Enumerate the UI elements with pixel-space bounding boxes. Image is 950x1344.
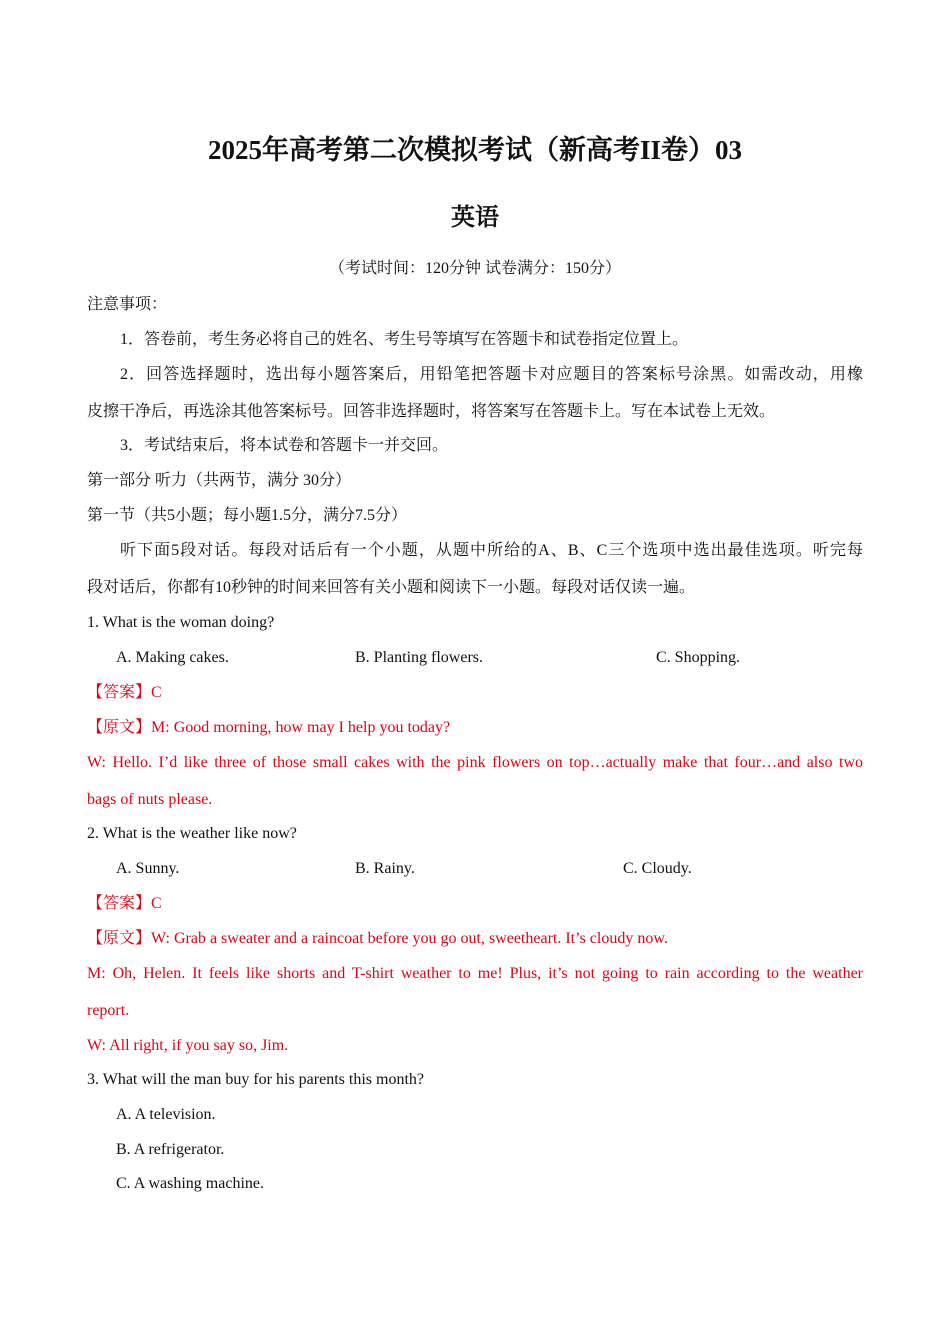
question-2-option-a: A. Sunny. [116, 860, 180, 877]
transcript-text: W: Grab a sweater and a raincoat before you go out, sweetheart. It’s cloudy now. [151, 930, 668, 947]
question-3-stem: 3. What will the man buy for his parents this month? [87, 1071, 424, 1088]
question-2-option-b: B. Rainy. [355, 860, 415, 877]
notice-item-3: 3．考试结束后，将本试卷和答题卡一并交回。 [120, 437, 449, 454]
answer-label: 【答案】 [87, 684, 152, 701]
question-2-transcript-line-3: report. [87, 1002, 130, 1019]
question-1-transcript-line-1 [87, 718, 450, 738]
subject-title: 英语 [451, 205, 499, 231]
transcript-label: 【原文】 [87, 930, 152, 947]
section1-heading: 第一节（共5小题；每小题1.5分，满分7.5分） [87, 507, 408, 524]
notice-item-1: 1．答卷前，考生务必将自己的姓名、考生号等填写在答题卡和试卷指定位置上。 [120, 331, 689, 348]
instructions-text: 听下面5段对话。每段对话后有一个小题，从题中所给的A、B、C三个选项中选出最佳选项。听完每 [120, 542, 863, 559]
transcript-label: 【原文】 [87, 719, 152, 736]
question-1-stem: 1. What is the woman doing? [87, 614, 275, 631]
part1-heading: 第一部分 听力（共两节，满分 30分） [87, 472, 352, 489]
question-3-option-a: A. A television. [116, 1106, 216, 1123]
notice-heading: 注意事项： [87, 296, 168, 313]
instructions-line-1 [87, 541, 863, 561]
transcript-text: M: Good morning, how may I help you today? [151, 719, 451, 736]
question-1-transcript-line-2: W: Hello. I’d like three of those small cakes with the pink flowers on top…actually make that four…and also two [87, 754, 863, 771]
question-2-transcript-line-2: M: Oh, Helen. It feels like shorts and T-shirt weather to me! Plus, it’s not going to rain according to the weather [87, 965, 863, 982]
question-2-option-c: C. Cloudy. [623, 860, 692, 877]
answer-value: C [151, 684, 162, 701]
question-2-transcript-line-4: W: All right, if you say so, Jim. [87, 1037, 289, 1054]
notice-item-2-line-2: 皮擦干净后，再选涂其他答案标号。回答非选择题时，将答案写在答题卡上。写在本试卷上无效。 [87, 403, 776, 420]
question-1-option-c: C. Shopping. [656, 649, 741, 666]
question-3-option-b: B. A refrigerator. [116, 1141, 225, 1158]
question-1-option-a: A. Making cakes. [116, 649, 229, 666]
answer-value: C [151, 895, 162, 912]
notice-item-2-text: 2．回答选择题时，选出每小题答案后，用铅笔把答题卡对应题目的答案标号涂黑。如需改动，用橡 [120, 366, 863, 383]
question-2-answer [87, 894, 162, 914]
question-3-option-c: C. A washing machine. [116, 1175, 264, 1192]
question-2-stem: 2. What is the weather like now? [87, 825, 297, 842]
question-1-option-b: B. Planting flowers. [355, 649, 483, 666]
exam-info: （考试时间：120分钟 试卷满分：150分） [328, 260, 621, 277]
answer-label: 【答案】 [87, 895, 152, 912]
instructions-line-2: 段对话后，你都有10秒钟的时间来回答有关小题和阅读下一小题。每段对话仅读一遍。 [87, 579, 696, 596]
question-1-transcript-line-3: bags of nuts please. [87, 791, 213, 808]
question-1-answer [87, 683, 162, 703]
exam-title: 2025年高考第二次模拟考试（新高考II卷）03 [207, 135, 742, 165]
notice-item-2-line-1 [87, 365, 863, 385]
question-2-transcript-line-1 [87, 929, 668, 949]
